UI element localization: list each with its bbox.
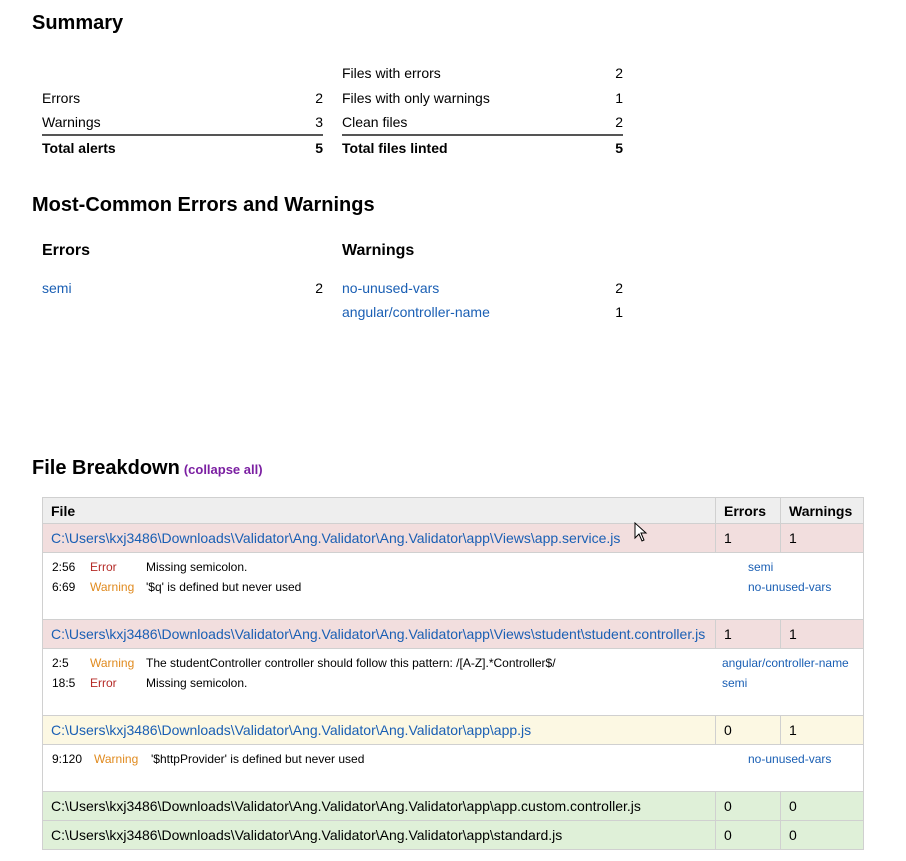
file-warnings-count: 1 bbox=[781, 524, 864, 553]
files-errors-value: 2 bbox=[615, 65, 623, 81]
summary-errors-label: Errors bbox=[42, 90, 81, 106]
most-common-title: Most-Common Errors and Warnings bbox=[32, 194, 375, 216]
file-details-row bbox=[43, 745, 864, 792]
message-rule-link[interactable]: no-unused-vars bbox=[748, 752, 832, 766]
summary-total-alerts-label: Total alerts bbox=[42, 140, 116, 156]
message-severity-error: Error bbox=[90, 676, 117, 690]
file-warnings-count: 1 bbox=[781, 716, 864, 745]
file-row[interactable] bbox=[43, 620, 864, 649]
file-breakdown-label: File Breakdown bbox=[32, 457, 180, 479]
summary-errors-value: 2 bbox=[315, 90, 323, 106]
rule-link-no-unused-vars[interactable]: no-unused-vars bbox=[342, 280, 440, 296]
file-link[interactable]: C:\Users\kxj3486\Downloads\Validator\Ang.Validator\Ang.Validator\app\Views\student\student.controller.js bbox=[51, 626, 706, 642]
files-errors-label: Files with errors bbox=[342, 65, 441, 81]
clean-files-value: 2 bbox=[615, 114, 623, 130]
message-location: 18:5 bbox=[52, 676, 76, 690]
message-severity-warning: Warning bbox=[90, 656, 135, 670]
message-rule-link[interactable]: semi bbox=[748, 560, 774, 574]
file-errors-count: 0 bbox=[716, 821, 781, 850]
summary-warnings-value: 3 bbox=[315, 114, 323, 130]
message-text: '$q' is defined but never used bbox=[146, 580, 302, 594]
file-breakdown-title bbox=[32, 457, 263, 480]
message-location: 2:56 bbox=[52, 560, 76, 574]
message-severity-warning: Warning bbox=[94, 752, 139, 766]
common-warning-item bbox=[342, 300, 623, 324]
total-files-value: 5 bbox=[615, 140, 623, 156]
rule-count: 2 bbox=[615, 280, 623, 296]
table-header-row bbox=[43, 498, 864, 524]
message-row bbox=[43, 653, 863, 673]
file-warnings-count: 0 bbox=[781, 821, 864, 850]
file-errors-count: 1 bbox=[716, 524, 781, 553]
summary-total-alerts-row bbox=[42, 134, 323, 158]
message-severity-warning: Warning bbox=[90, 580, 135, 594]
message-text: '$httpProvider' is defined but never used bbox=[151, 752, 365, 766]
summary-warnings-label: Warnings bbox=[42, 114, 101, 130]
summary-files-errors-row bbox=[342, 61, 623, 85]
file-errors-count: 0 bbox=[716, 716, 781, 745]
summary-warnings-row bbox=[42, 110, 323, 134]
file-errors-count: 1 bbox=[716, 620, 781, 649]
file-row bbox=[43, 792, 864, 821]
files-warnings-label: Files with only warnings bbox=[342, 90, 490, 106]
message-row bbox=[43, 673, 863, 693]
file-warnings-count: 0 bbox=[781, 792, 864, 821]
common-warnings-heading: Warnings bbox=[342, 242, 415, 259]
summary-errors-row bbox=[42, 86, 323, 110]
file-link[interactable]: C:\Users\kxj3486\Downloads\Validator\Ang.Validator\Ang.Validator\app\app.js bbox=[51, 722, 532, 738]
mouse-pointer-icon bbox=[634, 522, 648, 542]
common-error-item bbox=[42, 276, 323, 300]
file-details-row bbox=[43, 553, 864, 620]
file-link[interactable]: C:\Users\kxj3486\Downloads\Validator\Ang.Validator\Ang.Validator\app\Views\app.service.js bbox=[51, 530, 621, 546]
message-text: Missing semicolon. bbox=[146, 560, 248, 574]
message-location: 2:5 bbox=[52, 656, 69, 670]
file-row[interactable] bbox=[43, 716, 864, 745]
summary-clean-files-row bbox=[342, 110, 623, 134]
file-path: C:\Users\kxj3486\Downloads\Validator\Ang.Validator\Ang.Validator\app\standard.js bbox=[43, 821, 716, 850]
file-breakdown-table bbox=[42, 497, 864, 850]
file-column-header: File bbox=[43, 498, 716, 524]
warnings-column-header: Warnings bbox=[781, 498, 864, 524]
message-severity-error: Error bbox=[90, 560, 117, 574]
message-rule-link[interactable]: angular/controller-name bbox=[722, 656, 849, 670]
rule-link-angular-controller-name[interactable]: angular/controller-name bbox=[342, 304, 490, 320]
file-path: C:\Users\kxj3486\Downloads\Validator\Ang.Validator\Ang.Validator\app\app.custom.controller.js bbox=[43, 792, 716, 821]
message-row bbox=[43, 749, 863, 769]
summary-total-files-row bbox=[342, 134, 623, 158]
summary-files-warnings-row bbox=[342, 86, 623, 110]
file-row bbox=[43, 821, 864, 850]
message-location: 9:120 bbox=[52, 752, 83, 766]
clean-files-label: Clean files bbox=[342, 114, 408, 130]
message-location: 6:69 bbox=[52, 580, 76, 594]
file-warnings-count: 1 bbox=[781, 620, 864, 649]
summary-total-alerts-value: 5 bbox=[315, 140, 323, 156]
collapse-all-link[interactable]: (collapse all) bbox=[183, 462, 263, 477]
rule-link-semi[interactable]: semi bbox=[42, 280, 72, 296]
message-row bbox=[43, 577, 863, 597]
summary-title: Summary bbox=[32, 12, 124, 34]
message-text: Missing semicolon. bbox=[146, 676, 248, 690]
files-warnings-value: 1 bbox=[615, 90, 623, 106]
message-row bbox=[43, 557, 863, 577]
message-text: The studentController controller should follow this pattern: /[A-Z].*Controller$/ bbox=[146, 656, 556, 670]
total-files-label: Total files linted bbox=[342, 140, 448, 156]
file-details-row bbox=[43, 649, 864, 716]
common-warning-item bbox=[342, 276, 623, 300]
rule-count: 1 bbox=[615, 304, 623, 320]
message-rule-link[interactable]: no-unused-vars bbox=[748, 580, 832, 594]
rule-count: 2 bbox=[315, 280, 323, 296]
file-row[interactable] bbox=[43, 524, 864, 553]
common-errors-heading: Errors bbox=[42, 242, 91, 259]
message-rule-link[interactable]: semi bbox=[722, 676, 748, 690]
file-errors-count: 0 bbox=[716, 792, 781, 821]
errors-column-header: Errors bbox=[716, 498, 781, 524]
